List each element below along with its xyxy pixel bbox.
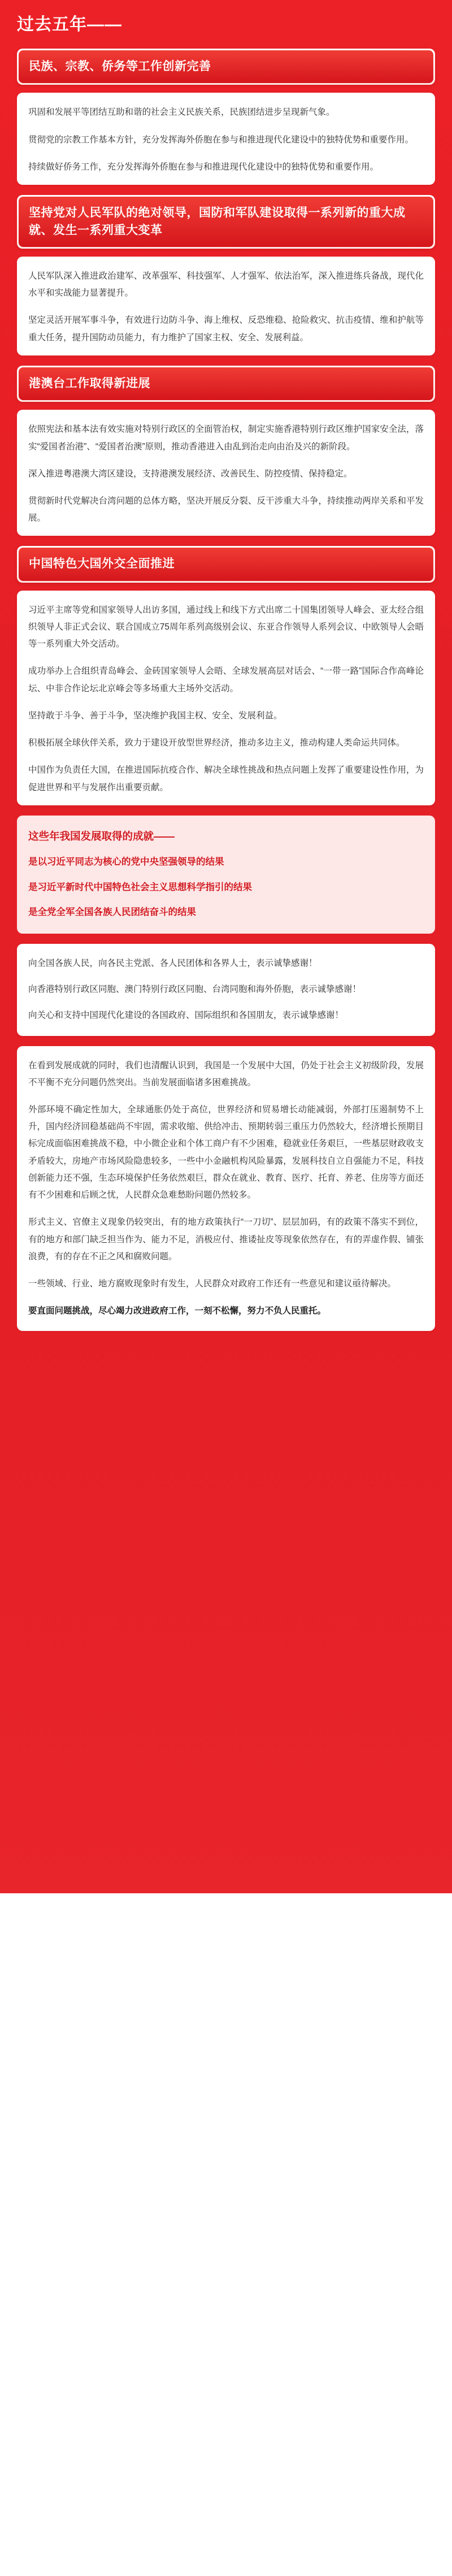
page-header xyxy=(17,0,435,40)
achievements-item: 是以习近平同志为核心的党中央坚强领导的结果 xyxy=(28,857,224,868)
paragraph: 形式主义、官僚主义现象仍较突出，有的地方政策执行“一刀切”、层层加码，有的政策不落实不到位，有的地方和部门缺乏担当作为、能力不足，消极应付、推诿扯皮等现象依然存在，有的弄虚作假、铺张浪费，有的存在不正之风和腐败问题。 xyxy=(28,1217,424,1261)
thanks-item: 向香港特别行政区同胞、澳门特别行政区同胞、台湾同胞和海外侨胞，表示诚挚感谢！ xyxy=(28,985,362,995)
achievements-item: 是习近平新时代中国特色社会主义思想科学指引的结果 xyxy=(28,882,252,892)
paragraph: 贯彻新时代党解决台湾问题的总体方略，坚决开展反分裂、反干涉重大斗争，持续推动两岸关系和平发展。 xyxy=(28,496,424,523)
paragraph: 深入推进粤港澳大湾区建设，支持港澳发展经济、改善民生、防控疫情、保持稳定。 xyxy=(28,469,353,479)
page-title: 过去五年—— xyxy=(17,15,122,34)
achievements-card xyxy=(17,816,435,934)
section-heading-2 xyxy=(17,195,435,249)
paragraph: 外部环境不确定性加大，全球通胀仍处于高位，世界经济和贸易增长动能减弱，外部打压遏制势不上升，国内经济回稳基础尚不牢固，需求收缩、供给冲击、预期转弱三重压力仍然较大，经济增长预期目标完成面临困难挑战不稳，中小微企业和个体工商户有不少困难，稳就业任务艰巨，一些基层财政收支矛盾较大，房地产市场风险隐患较多，一些中小金融机构风险暴露，发展科技自立自强能力不足，科技创新能力还不强，生态环境保护任务依然艰巨，群众在就业、教育、医疗、托育、养老、住房等方面还有不少困难和后顾之忧，人民群众急难愁盼问题仍然较多。 xyxy=(28,1105,424,1200)
achievements-title: 这些年我国发展取得的成就—— xyxy=(28,830,175,842)
final-closing: 要直面问题挑战，尽心竭力改进政府工作，一刻不松懈，努力不负人民重托。 xyxy=(28,1306,327,1316)
section-heading-4-inner xyxy=(19,548,433,580)
section-body-1 xyxy=(17,93,435,185)
thanks-item: 向关心和支持中国现代化建设的各国政府、国际组织和各国朋友，表示诚挚感谢！ xyxy=(28,1011,344,1021)
paragraph: 持续做好侨务工作，充分发挥海外侨胞在参与和推进现代化建设中的独特优势和重要作用。 xyxy=(28,162,379,172)
paragraph: 依照宪法和基本法有效实施对特别行政区的全面管治权，制定实施香港特别行政区维护国家安全法，落实“爱国者治港”、“爱国者治澳”原则，推动香港进入由乱到治走向由治及兴的新阶段。 xyxy=(28,424,424,452)
thanks-card xyxy=(17,944,435,1036)
section-heading-3-inner xyxy=(19,367,433,400)
section-body-2 xyxy=(17,257,435,355)
achievements-item: 是全党全军全国各族人民团结奋斗的结果 xyxy=(28,907,196,918)
paragraph: 习近平主席等党和国家领导人出访多国，通过线上和线下方式出席二十国集团领导人峰会、亚太经合组织领导人非正式会议、联合国成立75周年系列高级别会议、东亚合作领导人系列会议、中欧领导人会晤等一系列重大外交活动。 xyxy=(28,605,424,649)
section-body-4 xyxy=(17,591,435,805)
paragraph: 成功举办上合组织青岛峰会、金砖国家领导人会晤、全球发展高层对话会、“一带一路”国际合作高峰论坛、中非合作论坛北京峰会等多场重大主场外交活动。 xyxy=(28,666,424,693)
section-heading-1 xyxy=(17,49,435,85)
paragraph: 一些领域、行业、地方腐败现象时有发生，人民群众对政府工作还有一些意见和建议亟待解决。 xyxy=(28,1278,397,1289)
paragraph: 人民军队深入推进政治建军、改革强军、科技强军、人才强军、依法治军，深入推进练兵备战，现代化水平和实战能力显著提升。 xyxy=(28,271,424,298)
paragraph: 在看到发展成就的同时，我们也清醒认识到，我国是一个发展中大国，仍处于社会主义初级阶段，发展不平衡不充分问题仍然突出。当前发展面临诸多困难挑战。 xyxy=(28,1060,424,1087)
final-card xyxy=(17,1046,435,1332)
section-heading-1-inner xyxy=(19,50,433,83)
section-heading-3 xyxy=(17,366,435,402)
section-heading-1-text: 民族、宗教、侨务等工作创新完善 xyxy=(29,60,211,73)
section-heading-3-text: 港澳台工作取得新进展 xyxy=(29,376,150,390)
paragraph: 坚持敢于斗争、善于斗争，坚决维护我国主权、安全、发展利益。 xyxy=(28,710,282,721)
thanks-item: 向全国各族人民，向各民主党派、各人民团体和各界人士，表示诚挚感谢！ xyxy=(28,958,318,968)
paragraph: 巩固和发展平等团结互助和谐的社会主义民族关系，民族团结进步呈现新气象。 xyxy=(28,107,335,118)
section-heading-4-text: 中国特色大国外交全面推进 xyxy=(29,557,175,571)
section-heading-4 xyxy=(17,546,435,582)
section-heading-2-inner xyxy=(19,197,433,247)
section-heading-2-text: 坚持党对人民军队的绝对领导，国防和军队建设取得一系列新的重大成就、发生一系列重大变革 xyxy=(29,206,406,237)
paragraph: 坚定灵活开展军事斗争，有效进行边防斗争、海上维权、反恐维稳、抢险救灾、抗击疫情、维和护航等重大任务，提升国防动员能力，有力维护了国家主权、安全、发展利益。 xyxy=(28,315,424,342)
paragraph: 积极拓展全球伙伴关系，致力于建设开放型世界经济，推动多边主义，推动构建人类命运共同体。 xyxy=(28,738,405,748)
section-body-3 xyxy=(17,410,435,536)
paragraph: 中国作为负责任大国，在推进国际抗疫合作、解决全球性挑战和热点问题上发挥了重要建设性作用，为促进世界和平与发展作出重要贡献。 xyxy=(28,765,424,792)
paragraph: 贯彻党的宗教工作基本方针，充分发挥海外侨胞在参与和推进现代化建设中的独特优势和重要作用。 xyxy=(28,135,414,145)
